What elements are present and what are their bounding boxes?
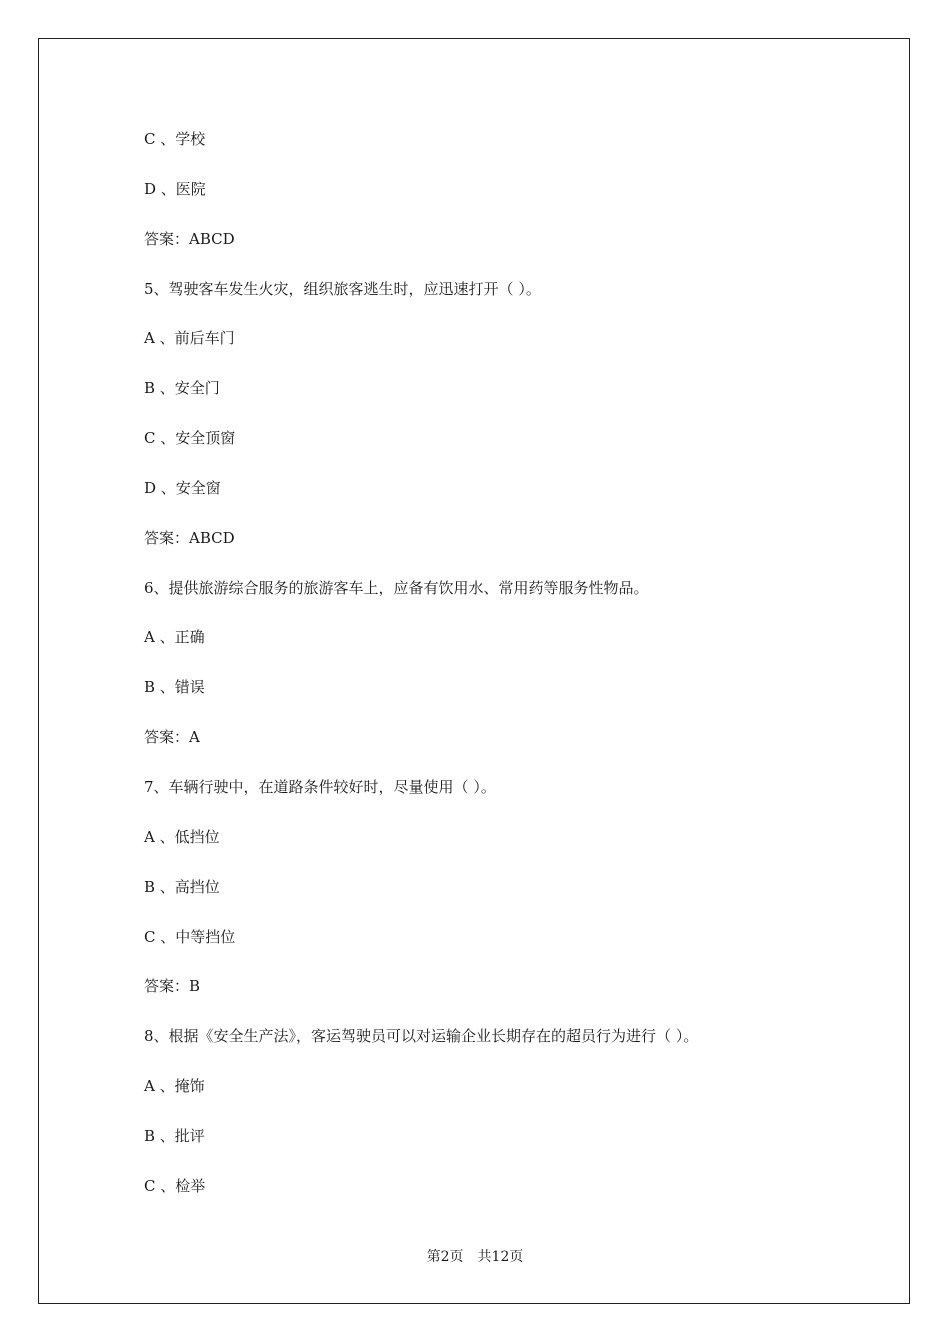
q8-option-b: B 、批评 [144,1126,205,1145]
q8-option-a: A 、掩饰 [144,1077,205,1096]
q7-option-c: C 、中等挡位 [144,927,236,946]
document-body [144,124,844,1221]
answer-q6: 答案：A [144,728,200,747]
answer-q7: 答案：B [144,977,201,996]
q6-option-b: B 、错误 [144,678,205,697]
answer-q5: 答案：ABCD [144,528,235,547]
answer-q4: 答案：ABCD [144,229,235,248]
q5-option-d: D 、安全窗 [144,478,221,497]
q8-option-c: C 、检举 [144,1176,206,1195]
page-number: 第2页 [426,1249,464,1265]
q5-option-b: B 、安全门 [144,379,220,398]
q6-option-a: A 、正确 [144,628,205,647]
question-8: 8、根据《安全生产法》，客运驾驶员可以对运输企业长期存在的超员行为进行（ ）。 [144,1027,699,1046]
q5-option-c: C 、安全顶窗 [144,429,236,448]
q7-option-b: B 、高挡位 [144,877,220,896]
q7-option-a: A 、低挡位 [144,827,220,846]
q5-option-a: A 、前后车门 [144,329,235,348]
page-footer [0,1247,950,1267]
question-7: 7、车辆行驶中，在道路条件较好时，尽量使用（ ）。 [144,777,496,796]
page-total: 共12页 [477,1249,524,1265]
question-6: 6、提供旅游综合服务的旅游客车上，应备有饮用水、常用药等服务性物品。 [144,578,649,597]
question-5: 5、驾驶客车发生火灾，组织旅客逃生时，应迅速打开（ ）。 [144,279,541,298]
option-d-hospital: D 、医院 [144,179,206,198]
option-c-school: C 、学校 [144,130,206,148]
